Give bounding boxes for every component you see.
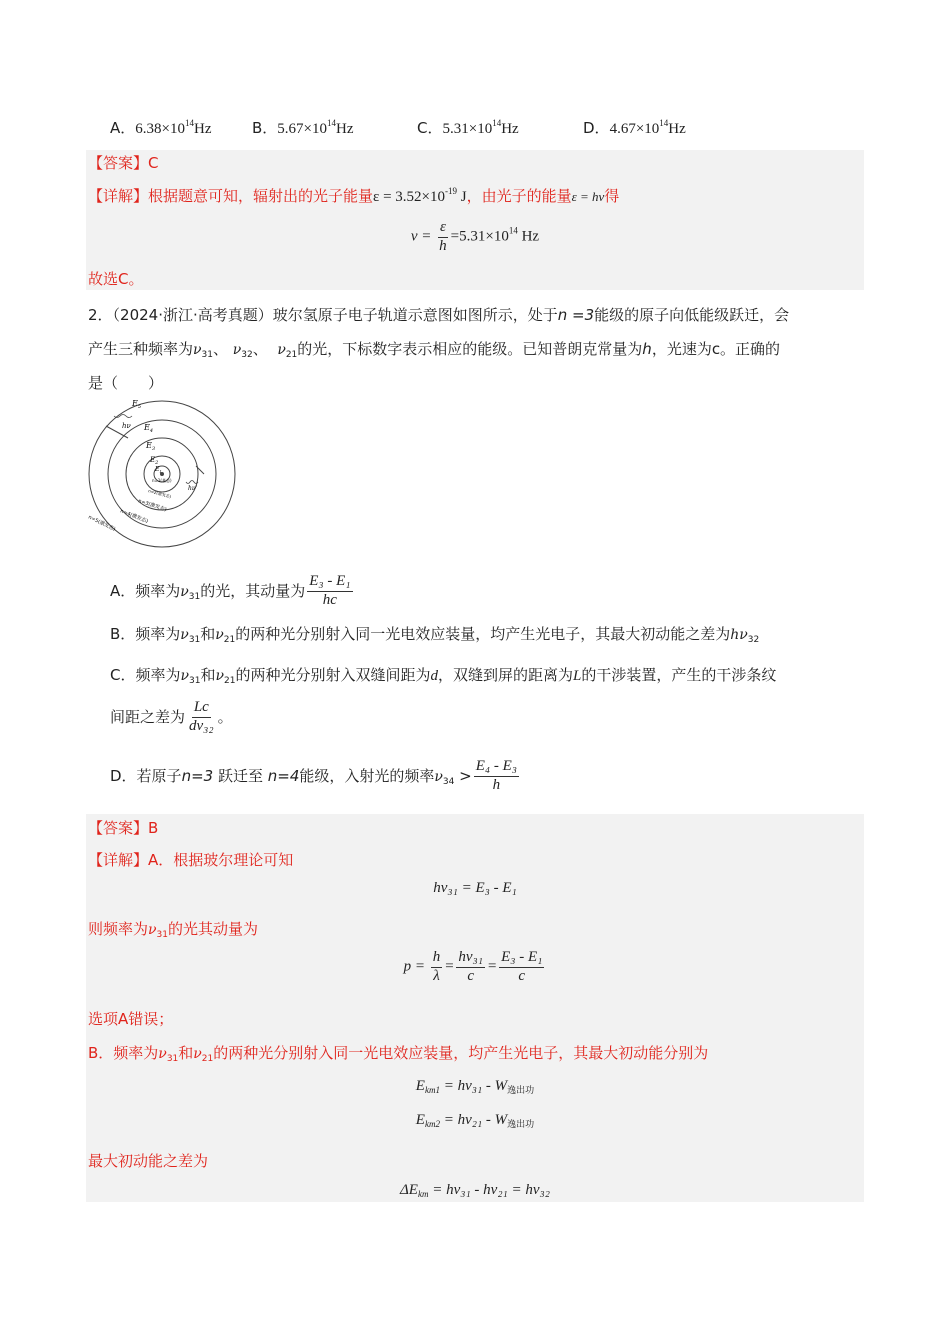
label-hv: hν	[122, 422, 131, 430]
q2-answer: 【答案】B	[88, 819, 159, 837]
photon-wave-2	[186, 481, 198, 484]
q2-eq-momentum: p = $\frac{h}{\lambda}$ = $\frac{\text{hν₃₁}}{c}$ = $\frac{\text{E₃ - E₁}}{c}$	[403, 949, 543, 984]
label-e3: $E_3$	[146, 441, 156, 452]
q1-option-b[interactable]: B．$5.67\times 10^{14}Hz$	[252, 118, 354, 137]
q2-eq-ekm2: $E_{km2} = h\nu_{21} - W_{逸出功}$	[415, 1112, 535, 1129]
q2-stem-line2: 产生三种频率为$\nu_{31}$、 $\nu_{32}$、 $\nu_{21}$的光，下标数字表示相应的能级。已知普朗克常量为h，光速为c。正确的	[88, 340, 781, 360]
q2-option-c[interactable]: C．频率为$\nu_{31}$和$\nu_{21}$的两种光分别射入双缝间距为d，双缝到屏的距离为L的干涉装置，产生的干涉条纹	[110, 666, 777, 686]
q1-detail: 【详解】根据题意可知，辐射出的光子能量$\varepsilon = 3.52\times 10^{-19}$ J，由光子的能量ε = hν得	[88, 186, 620, 205]
label-n5: n=5(激发态)	[87, 514, 117, 533]
q2-detail-b2: 最大初动能之差为	[88, 1152, 209, 1170]
q1-conclusion: 故选C。	[88, 270, 144, 288]
q2-detail-a-conclusion: 选项A错误；	[88, 1010, 174, 1028]
q1-option-c[interactable]: C．$5.31\times 10^{14}Hz$	[417, 118, 519, 137]
q1-answer: 【答案】C	[88, 154, 159, 172]
label-e4: $E_4$	[144, 423, 154, 434]
q2-detail-a: 【详解】A．根据玻尔理论可知	[88, 851, 294, 869]
bohr-orbit-diagram	[84, 394, 244, 554]
q2-eq-ekm1: $E_{km1} = h\nu_{31} - W_{逸出功}$	[415, 1078, 535, 1095]
label-hv-prime: hν'	[188, 485, 198, 492]
q2-stem-line3: 是（ ）	[88, 374, 164, 392]
q1-option-d[interactable]: D．$4.67\times 10^{14}Hz$	[583, 118, 686, 137]
label-e5: $E_5$	[132, 399, 142, 410]
q2-eq-energy: hν₃₁ = E₃ - E₁	[433, 880, 517, 896]
label-n1: n=1(基态)	[152, 478, 172, 483]
q1-option-a[interactable]: A．$6.38\times 10^{14}Hz$	[110, 118, 212, 137]
q2-option-a[interactable]: A．频率为$\nu_{31}$的光，其动量为 $\frac{\text{E₃ - E₁}}{hc}$	[110, 573, 351, 608]
label-n4: n=4(激发态)	[119, 508, 149, 525]
label-e2: $E_2$	[150, 456, 159, 466]
label-n3: n=3(激发态)	[137, 498, 168, 514]
q2-detail-b: B．频率为$\nu_{31}$和$\nu_{21}$的两种光分别射入同一光电效应装量，均产生光电子，其最大初动能分别为	[88, 1044, 709, 1064]
q2-stem-line1: 2．（2024·浙江·高考真题）玻尔氢原子电子轨道示意图如图所示，处于n =3能级的原子向低能级跃迁，会	[88, 306, 790, 324]
q2-option-d[interactable]: D．若原子n=3 跃迁至 n=4能级，入射光的频率$\nu_{34}$ > $\frac{\text{E₄ - E₃}}{h}$	[110, 758, 517, 793]
q1-formula: ν = $\frac{\varepsilon}{h}$ $=5.31\times 10^{14}$ Hz	[410, 219, 540, 254]
transition-arrow-2	[196, 466, 204, 474]
q2-detail-a2: 则频率为$\nu_{31}$的光其动量为	[88, 920, 258, 940]
q2-option-b[interactable]: B．频率为$\nu_{31}$和$\nu_{21}$的两种光分别射入同一光电效应装量，均产生光电子，其最大初动能之差为$h\nu_{32}$	[110, 625, 760, 645]
q2-option-c-cont: 间距之差为 $\frac{Lc}{\text{dν₃₂}}$ 。	[110, 699, 233, 734]
label-e1: $E_1$	[155, 466, 162, 474]
q2-eq-delta: $\Delta E_{km} = h\nu_{31} - h\nu_{21} = h\nu_{32}$	[400, 1182, 550, 1199]
label-n2: n=2(激发态)	[147, 488, 172, 500]
q2-answer-block	[86, 814, 864, 1202]
